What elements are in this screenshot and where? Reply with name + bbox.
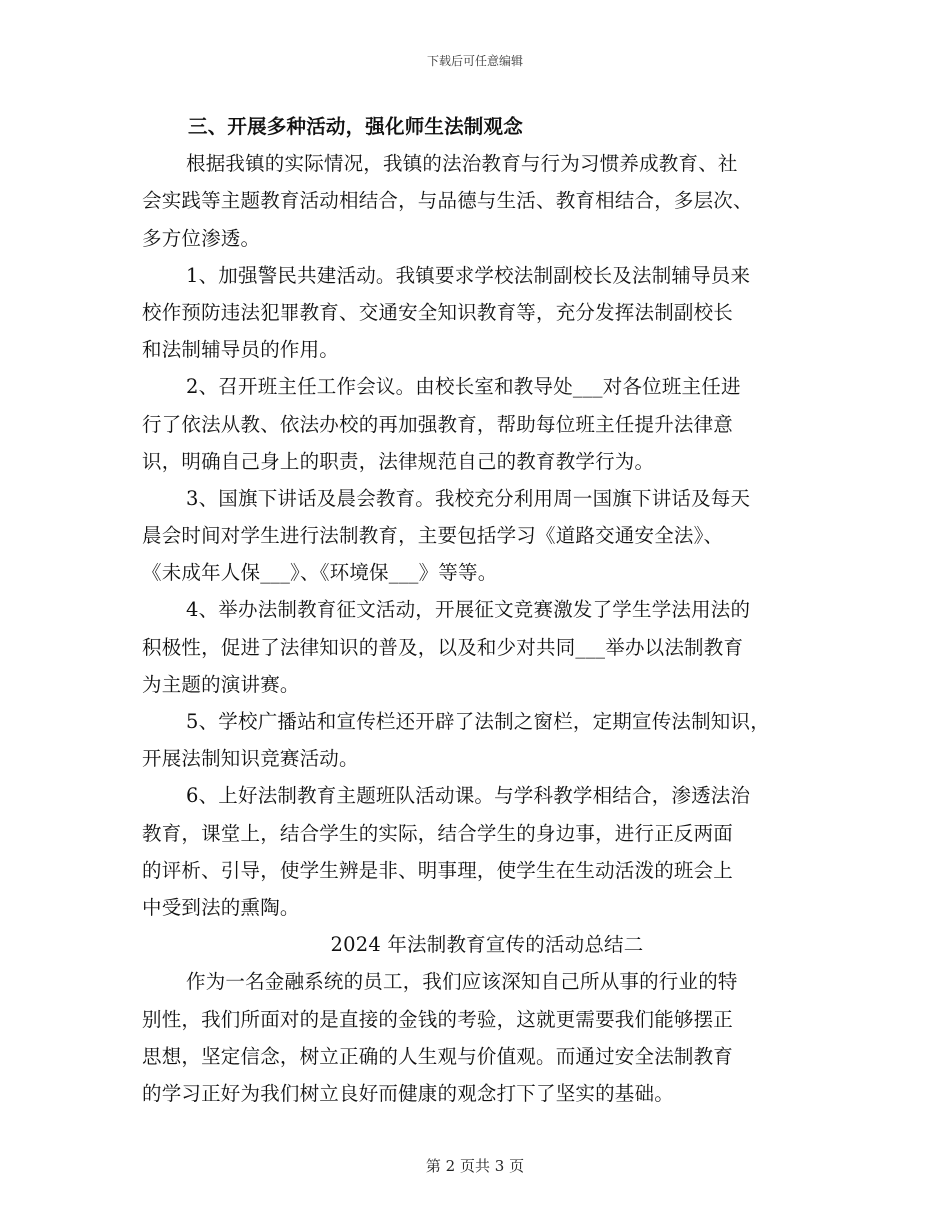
paragraph-line: 的学习正好为我们树立良好而健康的观念打下了坚实的基础。 [142,1081,674,1105]
item-3-line: 3、国旗下讲话及晨会教育。我校充分利用周一国旗下讲话及每天 [186,486,751,510]
page-header: 下载后可任意编辑 [426,54,523,68]
item-3-line: 《未成年人保___》、《环境保___》等等。 [142,561,498,585]
section-heading: 三、开展多种活动，强化师生法制观念 [188,115,523,138]
intro-line: 多方位渗透。 [142,226,261,250]
document-body [142,108,832,1112]
item-3-line: 晨会时间对学生进行法制教育，主要包括学习《道路交通安全法》、 [142,524,724,548]
paragraph-line: 思想，坚定信念，树立正确的人生观与价值观。而通过安全法制教育 [142,1044,734,1068]
paragraph-line: 作为一名金融系统的员工，我们应该深知自己所从事的行业的特 [186,970,738,994]
item-2-line: 行了依法从教、依法办校的再加强教育，帮助每位班主任提升法律意 [142,412,734,436]
item-2-line: 识，明确自己身上的职责，法律规范自己的教育教学行为。 [142,449,655,473]
section-title: 2024 年法制教育宣传的活动总结二 [330,933,644,957]
paragraph-line: 别性，我们所面对的是直接的金钱的考验，这就更需要我们能够摆正 [142,1007,734,1031]
item-6-line: 中受到法的熏陶。 [142,895,300,919]
item-4-line: 积极性，促进了法律知识的普及，以及和少对共同___举办以法制教育 [142,635,744,659]
item-1-line: 1、加强警民共建活动。我镇要求学校法制副校长及法制辅导员来 [186,263,751,287]
item-1-line: 和法制辅导员的作用。 [142,338,340,362]
item-4-line: 为主题的演讲赛。 [142,672,300,696]
item-2-line: 2、召开班主任工作会议。由校长室和教导处___对各位班主任进 [186,375,741,399]
item-6-line: 教育，课堂上，结合学生的实际，结合学生的身边事，进行正反两面 [142,821,734,845]
intro-line: 会实践等主题教育活动相结合，与品德与生活、教育相结合，多层次、 [142,189,753,213]
item-5-line: 开展法制知识竞赛活动。 [142,747,359,771]
item-6-line: 的评析、引导，使学生辨是非、明事理，使学生在生动活泼的班会上 [142,858,734,882]
item-5-line: 5、学校广播站和宣传栏还开辟了法制之窗栏，定期宣传法制知识， [186,710,770,733]
page-footer: 第 2 页共 3 页 [425,1157,525,1175]
item-1-line: 校作预防违法犯罪教育、交通安全知识教育等，充分发挥法制副校长 [142,300,734,324]
intro-line: 根据我镇的实际情况，我镇的法治教育与行为习惯养成教育、社 [186,152,738,176]
item-4-line: 4、举办法制教育征文活动，开展征文竞赛激发了学生学法用法的 [186,598,751,622]
item-6-line: 6、上好法制教育主题班队活动课。与学科教学相结合，渗透法治 [186,784,751,808]
